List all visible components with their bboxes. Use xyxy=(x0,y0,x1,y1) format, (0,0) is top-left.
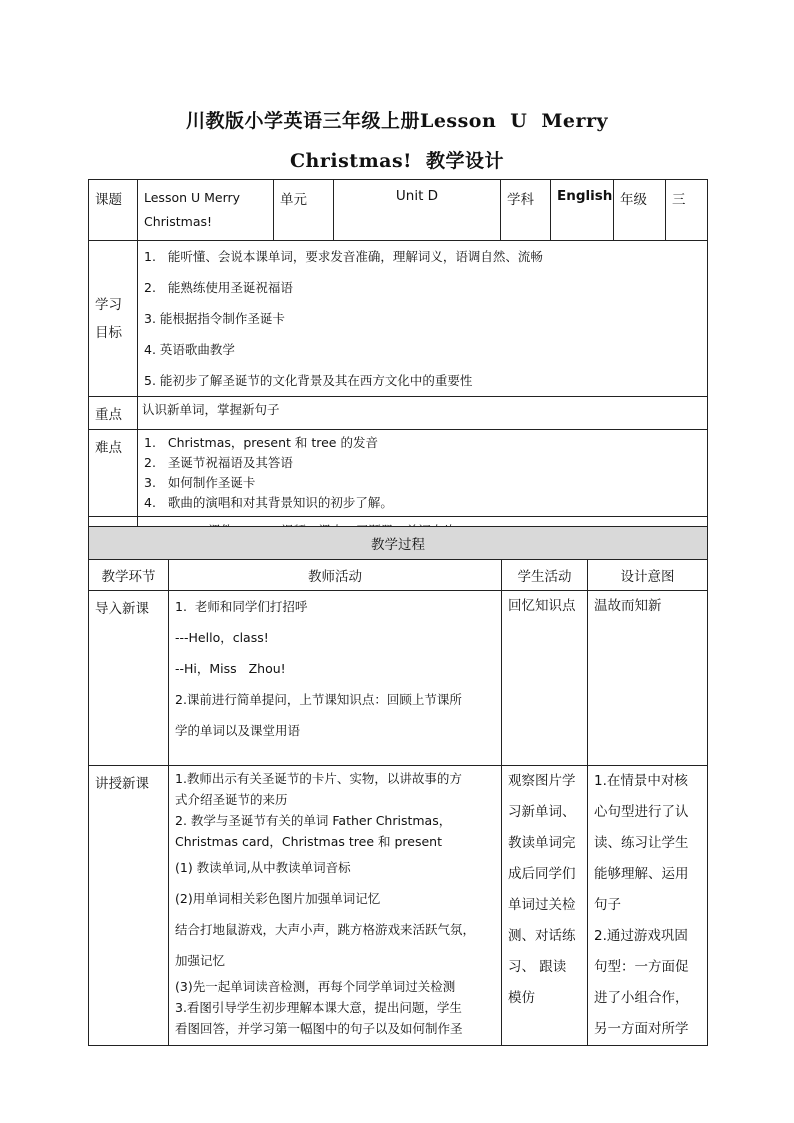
title-design: 教学设计 xyxy=(426,150,505,172)
grade-value: 三 xyxy=(666,180,708,241)
objective-item: 3. 能根据指令制作圣诞卡 xyxy=(144,311,285,326)
title-lesson: Lesson xyxy=(419,110,497,132)
title-cn: 川教版小学英语三年级上册 xyxy=(185,110,420,132)
column-header: 设计意图 xyxy=(588,560,708,591)
teacher-activity: 1.教师出示有关圣诞节的卡片、实物，以讲故事的方 式介绍圣诞节的来历 2. 教学与圣诞节有关的单词 Father Christmas， Christmas card，Christmas tree 和 present (1) 教读单词,从中教读单词音标 (2)用单词相关彩色图片加强单词记忆 结合打地鼠游戏，大声小声，跳方格游戏来活跃气氛， 加强记忆 (3)先一起单词读音检测，再每个同学单词过关检测 3.看图引导学生初步理解本课大意，提出问题，学生 看图回答，并学习第一幅图中的句子以及如何制作圣 xyxy=(169,766,502,1046)
table-row xyxy=(89,591,708,766)
subject-label: 学科 xyxy=(501,180,551,241)
topic-label: 课题 xyxy=(89,180,138,241)
student-activity: 观察图片学 习新单词、 教读单词完 成后同学们 单词过关检 测、对话练 习、 跟读 模仿 xyxy=(502,766,588,1046)
stage-cell: 讲授新课 xyxy=(89,766,169,1046)
process-heading: 教学过程 xyxy=(89,527,708,560)
doc-title-line2 xyxy=(0,146,794,173)
unit-value: Unit D xyxy=(334,180,501,241)
column-header: 教师活动 xyxy=(169,560,502,591)
stage-cell: 导入新课 xyxy=(89,591,169,766)
column-header: 学生活动 xyxy=(502,560,588,591)
grade-label: 年级 xyxy=(614,180,666,241)
objectives-list xyxy=(138,241,708,397)
difficulty-item: 2. 圣诞节祝福语及其答语 xyxy=(144,455,293,470)
design-intent: 1.在情景中对核 心句型进行了认 读、练习让学生 能够理解、运用 句子 2.通过游戏巩固 句型：一方面促 进了小组合作， 另一方面对所学 xyxy=(588,766,708,1046)
unit-label: 单元 xyxy=(274,180,334,241)
title-christmas: Christmas! xyxy=(289,150,413,172)
design-intent: 温故而知新 xyxy=(588,591,708,766)
keypoints-value: 认识新单词，掌握新句子 xyxy=(138,397,708,430)
teacher-activity: 1. 老师和同学们打招呼 ---Hello，class! --Hi，Miss Zhou! 2.课前进行简单提问，上节课知识点：回顾上节课所 学的单词以及课堂用语 xyxy=(169,591,502,766)
info-table xyxy=(88,179,708,550)
objective-item: 2. 能熟练使用圣诞祝福语 xyxy=(144,280,293,295)
student-activity: 回忆知识点 xyxy=(502,591,588,766)
keypoints-label: 重点 xyxy=(89,397,138,430)
column-header: 教学环节 xyxy=(89,560,169,591)
difficulty-item: 4. 歌曲的演唱和对其背景知识的初步了解。 xyxy=(144,495,393,510)
doc-title-line1 xyxy=(0,106,794,133)
subject-value: English xyxy=(551,180,614,241)
objective-item: 1. 能听懂、会说本课单词，要求发音准确，理解词义，语调自然、流畅 xyxy=(144,249,543,264)
difficulties-list xyxy=(138,430,708,517)
objective-item: 5. 能初步了解圣诞节的文化背景及其在西方文化中的重要性 xyxy=(144,373,473,388)
difficulties-label: 难点 xyxy=(89,430,138,517)
title-merry: Merry xyxy=(541,110,609,132)
difficulty-item: 1. Christmas，present 和 tree 的发音 xyxy=(144,435,378,450)
topic-value: Lesson U Merry Christmas! xyxy=(138,180,274,241)
table-row xyxy=(89,766,708,1046)
objectives-label: 学习 目标 xyxy=(89,241,138,397)
title-u: U xyxy=(510,110,528,132)
difficulty-item: 3. 如何制作圣诞卡 xyxy=(144,475,256,490)
objective-item: 4. 英语歌曲教学 xyxy=(144,342,235,357)
process-table xyxy=(88,526,708,1046)
